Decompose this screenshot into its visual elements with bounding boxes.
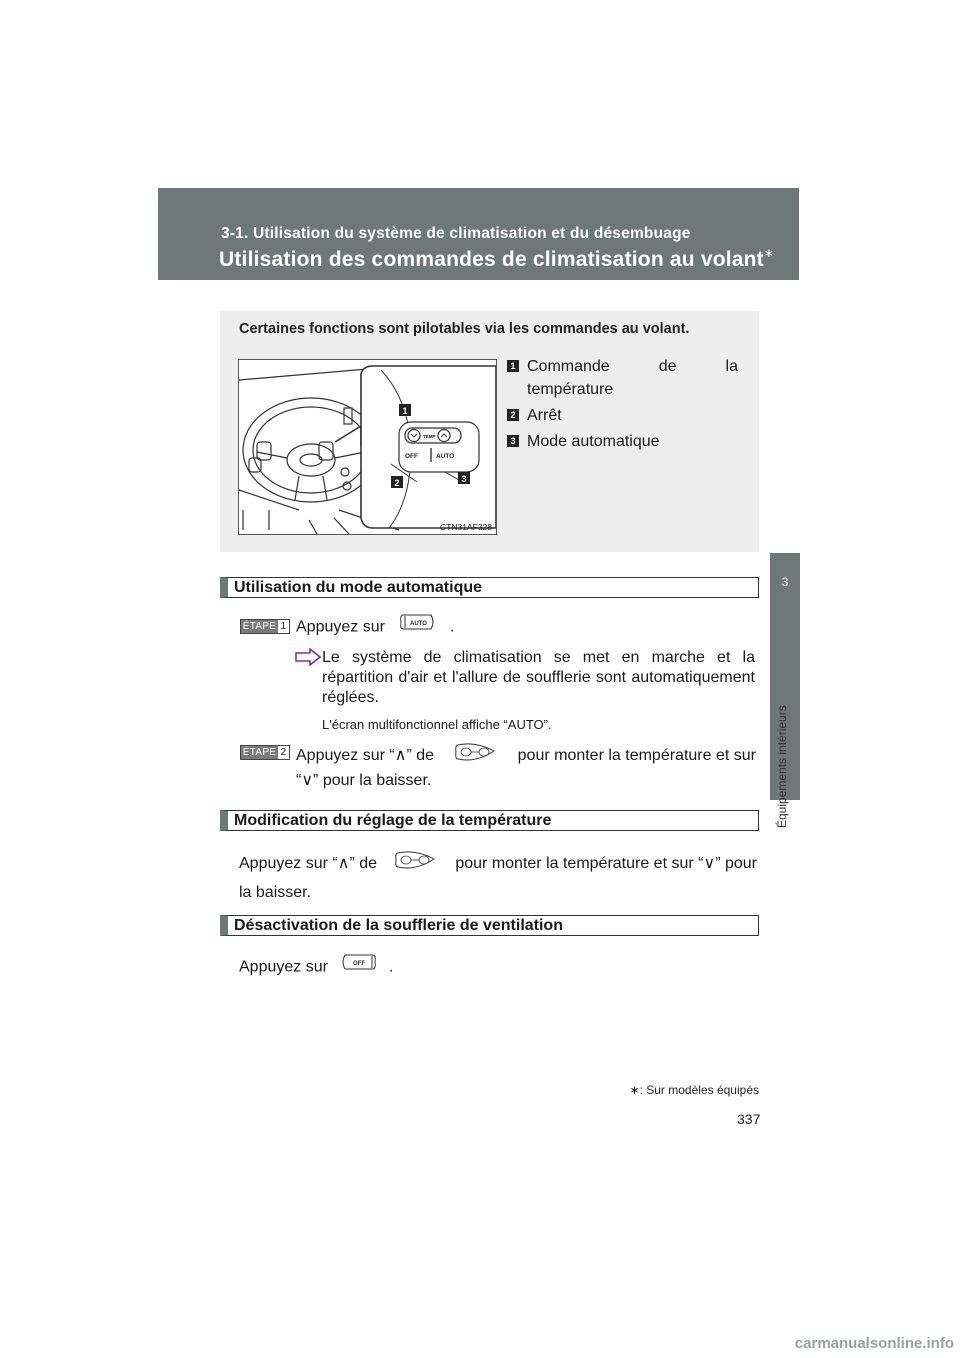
step-1-badge: ÉTAPE 1 xyxy=(240,619,290,634)
step-1-note: L'écran multifonctionnel affiche “AUTO”. xyxy=(322,717,552,732)
intro-text: Certaines fonctions sont pilotables via les commandes au volant. xyxy=(239,321,690,337)
legend-item-off: 2 Arrêt xyxy=(507,404,738,427)
figure-auto-label: AUTO xyxy=(436,453,455,460)
page-number: 337 xyxy=(737,1111,761,1127)
figure-code: CTN31AF328 xyxy=(440,522,492,532)
title-footnote-mark: ∗ xyxy=(763,246,775,260)
section-heading-temperature: Modification du réglage de la température xyxy=(220,810,759,831)
steering-wheel-illustration xyxy=(238,359,497,535)
step-1-result: Le système de climatisation se met en marche et la répartition d'air et l'allure de soufflerie sont automatiquement réglées. xyxy=(295,648,755,708)
svg-text:AUTO: AUTO xyxy=(410,621,428,627)
footnote: ∗: Sur modèles équipés xyxy=(629,1083,759,1097)
step-2-text: Appuyez sur “∧” de pour monter la température et sur “∨” pour la baisser. xyxy=(296,742,756,792)
legend-item-temperature: 1 Commande de la température xyxy=(507,355,738,401)
chapter-label: Équipements intérieurs xyxy=(775,705,789,828)
temperature-text: Appuyez sur “∧” de pour monter la température et sur “∨” pour la baisser. xyxy=(239,850,757,904)
svg-text:2: 2 xyxy=(394,478,400,488)
page-title: Utilisation des commandes de climatisation au volant∗ xyxy=(219,246,775,271)
intro-box xyxy=(220,311,759,552)
auto-button-icon xyxy=(399,613,437,638)
figure-off-label: OFF xyxy=(405,453,418,460)
temp-rocker-icon xyxy=(394,850,438,877)
temp-rocker-icon xyxy=(454,742,498,769)
step-2-badge: ÉTAPE 2 xyxy=(240,745,290,760)
chapter-header xyxy=(158,188,799,280)
section-subtitle: 3-1. Utilisation du système de climatisation et du désembuage xyxy=(221,225,691,242)
legend-marker-1: 1 xyxy=(507,360,519,372)
legend-item-auto: 3 Mode automatique xyxy=(507,430,738,453)
result-arrow-icon xyxy=(295,648,321,666)
svg-text:OFF: OFF xyxy=(353,961,366,967)
figure-legend xyxy=(507,355,738,456)
steering-wheel-drawing xyxy=(239,360,496,534)
off-button-icon xyxy=(340,952,378,979)
figure-temp-label: TEMP xyxy=(423,434,436,439)
legend-marker-3: 3 xyxy=(507,435,519,447)
section-heading-fan: Désactivation de la soufflerie de ventilation xyxy=(220,915,759,936)
legend-marker-2: 2 xyxy=(507,409,519,421)
chapter-number: 3 xyxy=(781,575,789,589)
step-1-text: Appuyez sur AUTO . xyxy=(296,615,454,640)
fan-text: Appuyez sur OFF . xyxy=(239,954,393,981)
section-heading-auto: Utilisation du mode automatique xyxy=(220,577,759,598)
svg-text:3: 3 xyxy=(461,474,467,484)
watermark: carmanualsonline.info xyxy=(794,1335,954,1352)
svg-text:1: 1 xyxy=(402,406,408,416)
